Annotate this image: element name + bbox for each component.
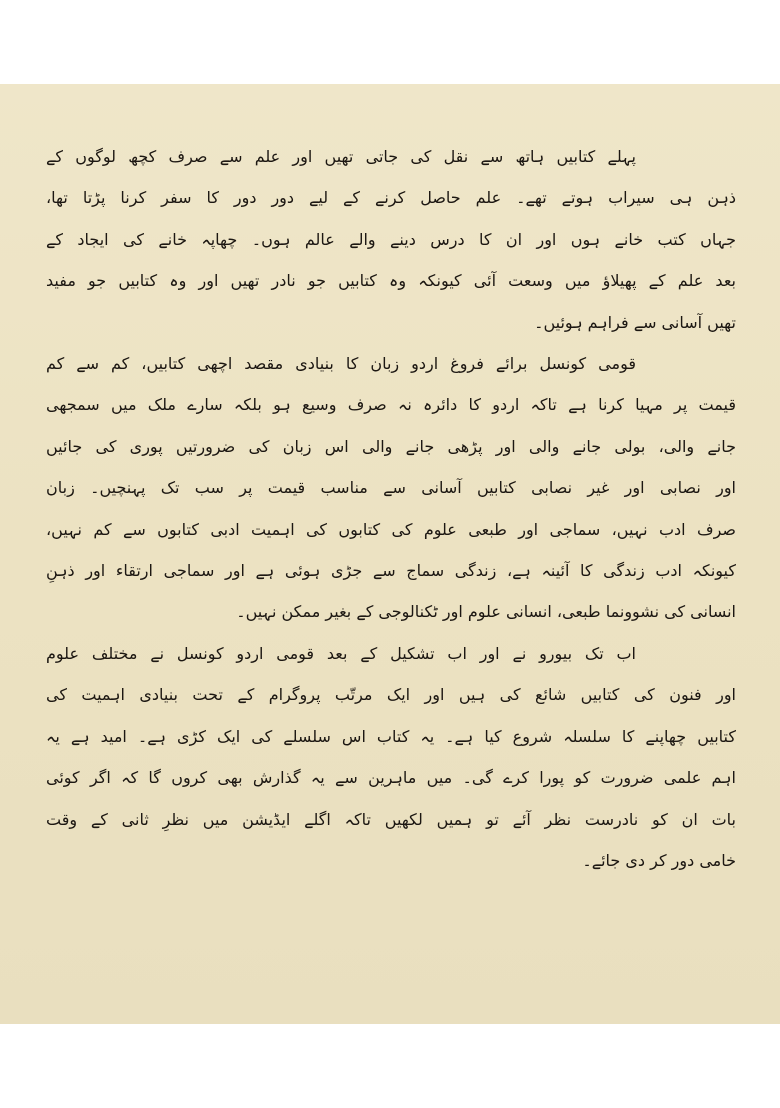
text-line: جہاں کتب خانے ہوں اور ان کا درس دینے والے عالم ہوں۔ چھاپہ خانے کی ایجاد کے [46,229,736,249]
text-line: اور فنون کی کتابیں شائع کی ہیں اور ایک مرتّب پروگرام کے تحت بنیادی اہمیت کی [46,685,736,705]
text-line: کتابیں چھاپنے کا سلسلہ شروع کیا ہے۔ یہ کتاب اس سلسلے کی ایک کڑی ہے۔ امید ہے یہ [46,726,736,746]
text-line: قیمت پر مہیا کرنا ہے تاکہ اردو کا دائرہ نہ صرف وسیع ہو بلکہ سارے ملک میں سمجھی [46,395,736,415]
text-line: تھیں آسانی سے فراہم ہوئیں۔ [534,312,736,332]
text-line: اب تک بیورو نے اور اب تشکیل کے بعد قومی اردو کونسل نے مختلف علوم [46,643,636,663]
text-line: قومی کونسل برائے فروغ اردو زبان کا بنیادی مقصد اچھی کتابیں، کم سے کم [46,354,636,374]
text-line: پہلے کتابیں ہاتھ سے نقل کی جاتی تھیں اور علم سے صرف کچھ لوگوں کے [46,147,636,166]
text-line: اور نصابی اور غیر نصابی کتابیں آسانی سے مناسب قیمت پر سب تک پہنچیں۔ زبان [46,478,736,498]
urdu-preface-text [46,136,736,881]
text-line: بعد علم کے پھیلاؤ میں وسعت آئی کیونکہ وہ کتابیں جو نادر تھیں اور وہ کتابیں جو مفید [46,271,736,291]
scanned-book-page [0,84,780,1024]
paragraph-2 [46,343,736,633]
text-line: بات ان کو نادرست نظر آئے تو ہمیں لکھیں تاکہ اگلے ایڈیشن میں نظرِ ثانی کے وقت [46,809,736,829]
text-line: خامی دور کر دی جائے۔ [582,850,736,870]
text-line: انسانی کی نشوونما طبعی، انسانی علوم اور ٹکنالوجی کے بغیر ممکن نہیں۔ [236,602,736,622]
paragraph-1 [46,136,736,343]
text-line: جانے والی، بولی جانے والی اور پڑھی جانے والی اس زبان کی ضرورتیں پوری کی جائیں [46,436,736,456]
text-line: صرف ادب نہیں، سماجی اور طبعی علوم کی کتابوں کی اہمیت ادبی کتابوں سے کم نہیں، [46,519,736,539]
text-line: اہم علمی ضرورت کو پورا کرے گی۔ میں ماہرین سے یہ گذارش بھی کروں گا کہ اگر کوئی [46,768,736,788]
text-line: کیونکہ ادب زندگی کا آئینہ ہے، زندگی سماج سے جڑی ہوئی ہے اور سماجی ارتقاء اور ذہنِ [46,561,736,581]
text-line: ذہن ہی سیراب ہوتے تھے۔ علم حاصل کرنے کے لیے دور دور کا سفر کرنا پڑتا تھا، [46,188,736,208]
paragraph-3 [46,633,736,881]
